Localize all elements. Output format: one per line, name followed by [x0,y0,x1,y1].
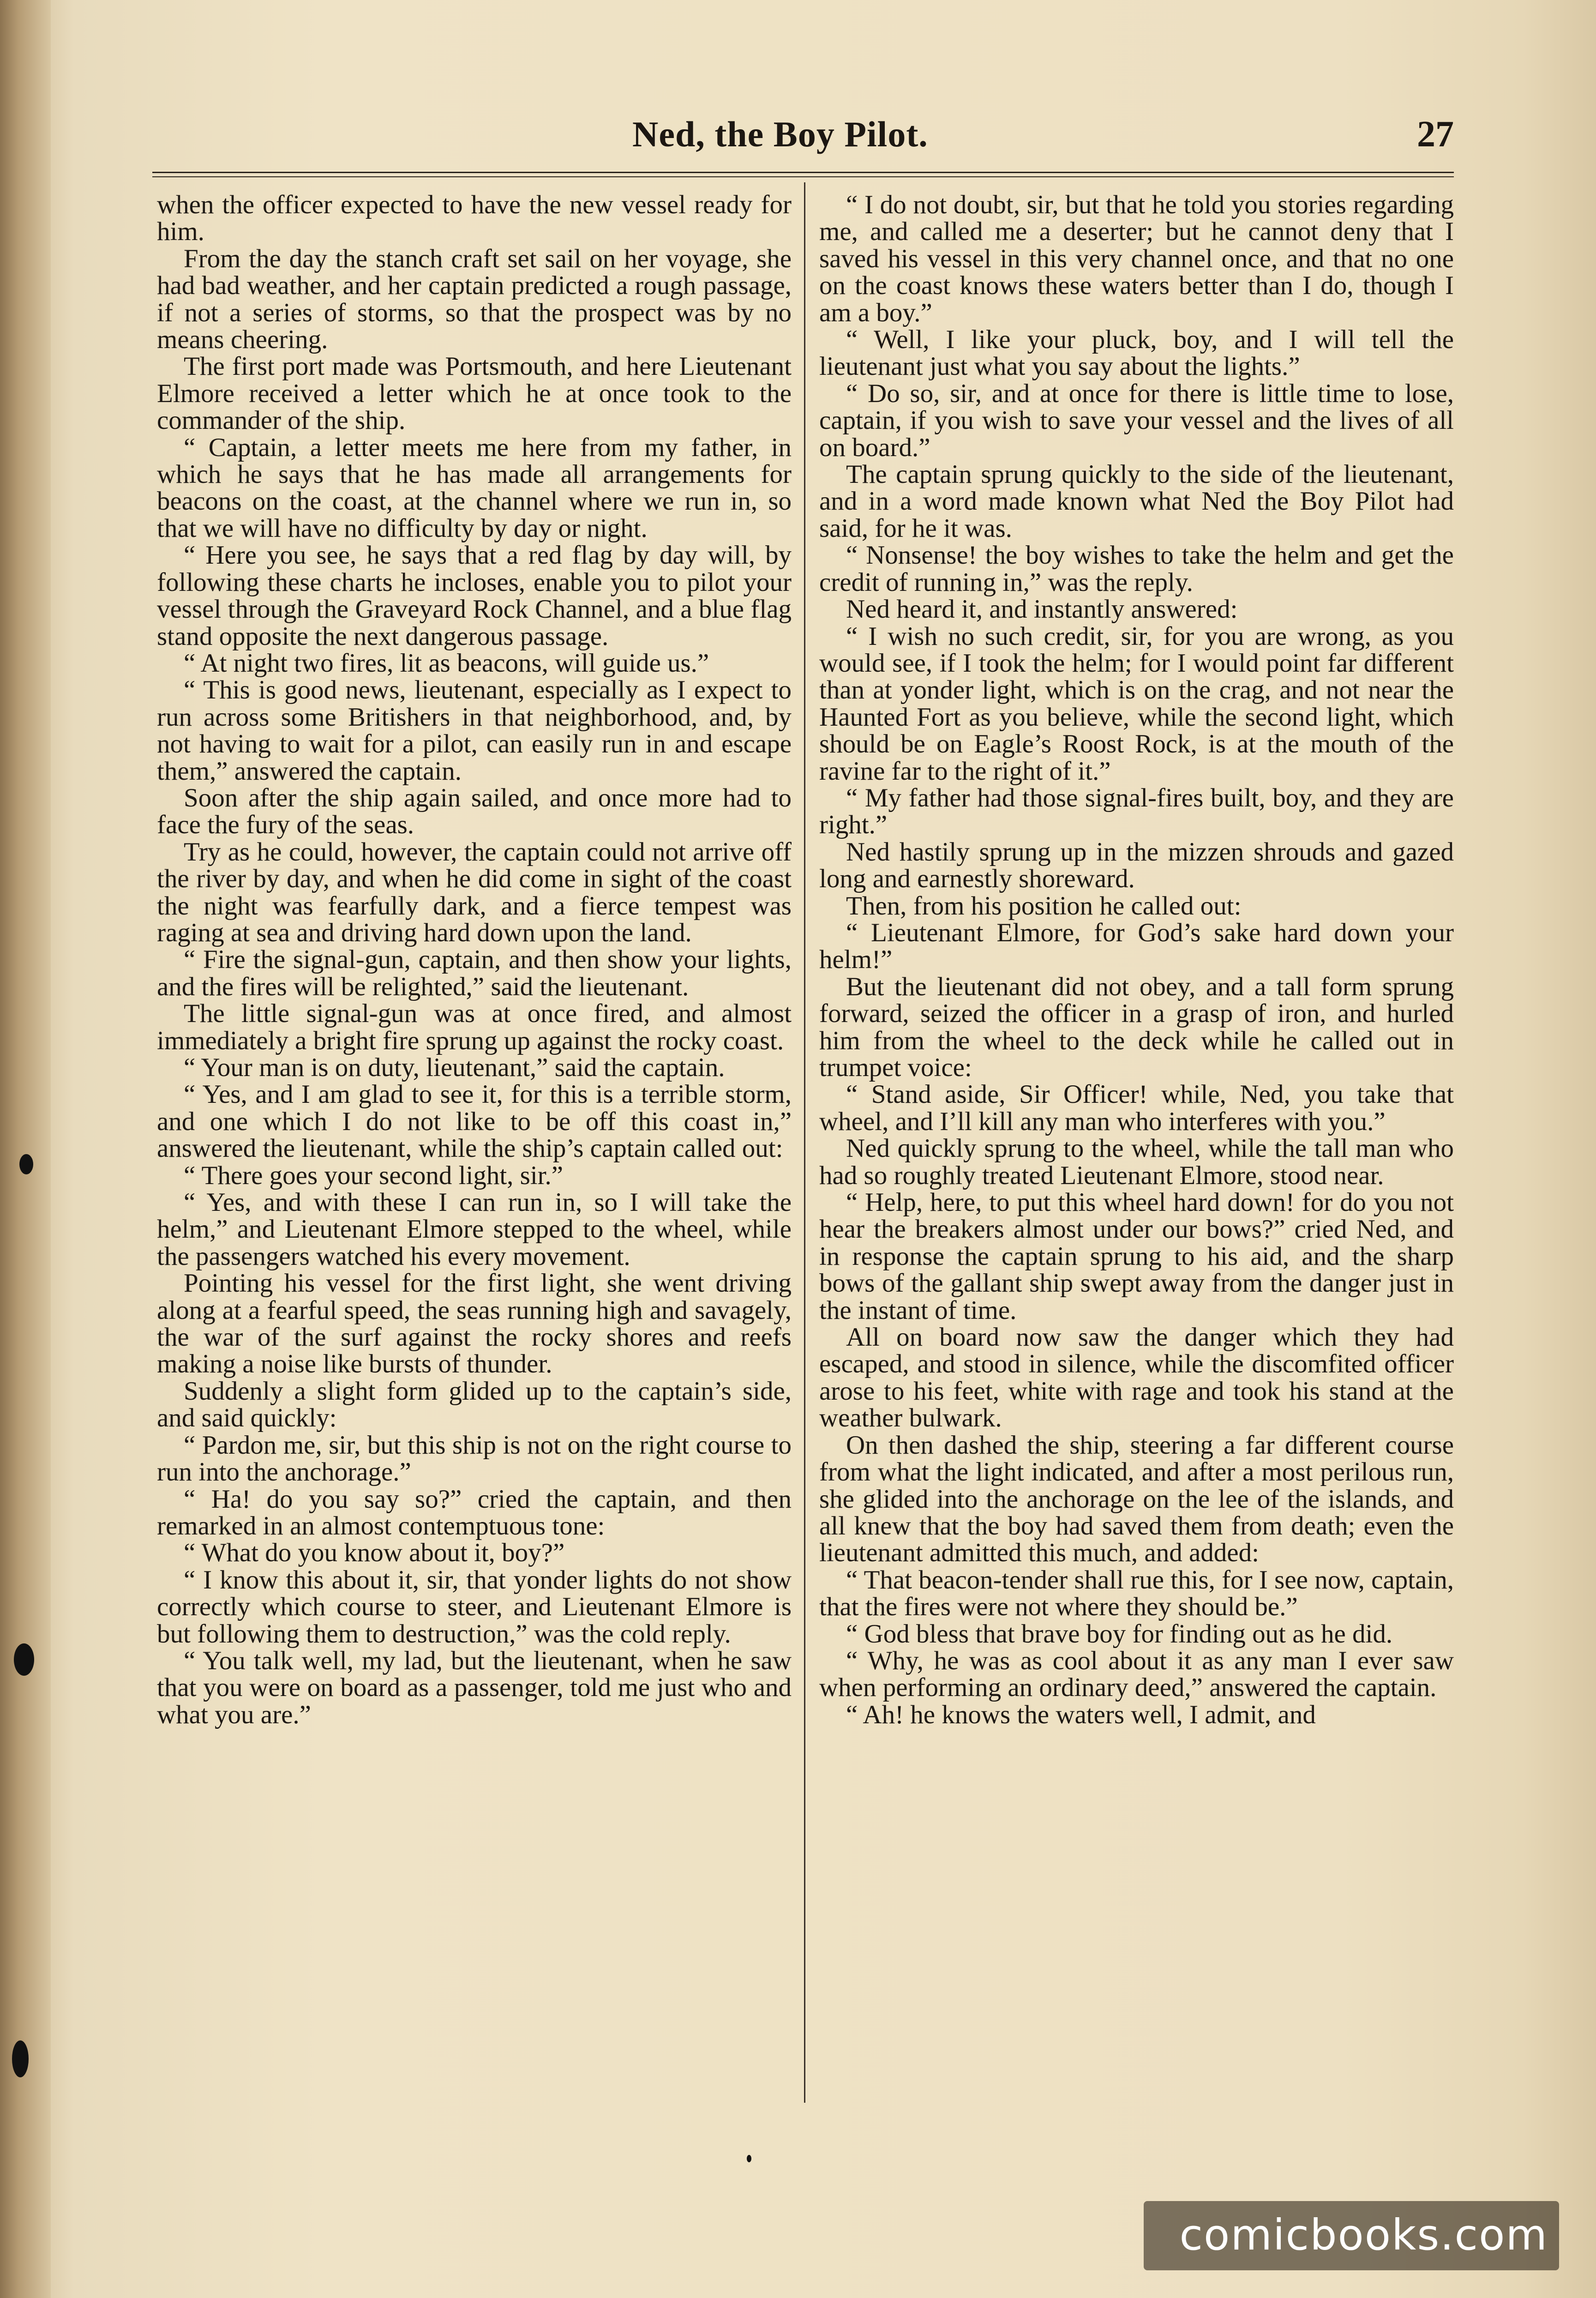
paragraph: “ That beacon-tender shall rue this, for I see now, captain, that the fires were not where they should be.” [819,1565,1454,1622]
paragraph: “ What do you know about it, boy?” [184,1538,565,1568]
paragraph: “ Why, he was as cool about it as any man I ever saw when performing an ordinary deed,” answered the captain. [819,1646,1454,1702]
paragraph: “ I do not doubt, sir, but that he told you stories regarding me, and called me a deserter; but he cannot deny that I saved his vessel in this very channel once, and that no one on the coast knows these waters better than I do, though I am a boy.” [819,192,1454,327]
paragraph: “ Captain, a letter meets me here from my father, in which he says that he has made all arrangements for beacons on the coast, at the channel where we run in, so that we will have no difficulty by day or night. [157,433,792,543]
paragraph: “ God bless that brave boy for finding out as he did. [846,1619,1393,1648]
paragraph: “ Pardon me, sir, but this ship is not on the right course to run into the anchorage.” [157,1430,792,1487]
watermark-banner [1144,2201,1559,2270]
column-divider [804,182,805,2103]
ink-speck [19,1154,33,1174]
paragraph: The captain sprung quickly to the side of the lieutenant, and in a word made known what Ned the Boy Pilot had said, for he it was. [819,460,1454,543]
paragraph: “ Nonsense! the boy wishes to take the helm and get the credit of running in,” was the reply. [819,541,1454,597]
paragraph: From the day the stanch craft set sail on her voyage, she had bad weather, and her captain predicted a rough passage, if not a series of storms, so that the prospect was by no means cheering. [157,244,792,355]
paragraph: “ At night two fires, lit as beacons, will guide us.” [184,648,709,678]
paragraph: “ You talk well, my lad, but the lieutenant, when he saw that you were on board as a passenger, told me just who and what you are.” [157,1646,792,1729]
paragraph: On then dashed the ship, steering a far different course from what the light indicated, and after a most perilous run, she glided into the anchorage on the lee of the islands, and all knew that the boy had saved them from death; even the lieutenant admitted this much, and added: [819,1430,1454,1568]
paragraph: “ Yes, and I am glad to see it, for this is a terrible storm, and one which I do not like to be off this coast in,” answered the lieutenant, while the ship’s captain called out: [157,1080,792,1163]
page-number: 27 [1417,114,1454,155]
paragraph: Pointing his vessel for the first light, she went driving along at a fearful speed, the seas running high and savagely, the war of the surf against the rocky shores and reefs making a noise like bursts of thunder. [157,1269,792,1379]
paragraph: All on board now saw the danger which they had escaped, and stood in silence, while the discomfited officer arose to his feet, white with rage and took his stand at the weather bulwark. [819,1323,1454,1433]
paragraph: Ned quickly sprung to the wheel, while the tall man who had so roughly treated Lieutenant Elmore, stood near. [819,1134,1454,1190]
watermark-text: comicbooks.com [1179,2210,1548,2260]
ink-speck [14,1643,34,1676]
paragraph: Suddenly a slight form glided up to the captain’s side, and said quickly: [157,1376,792,1433]
paragraph: “ Do so, sir, and at once for there is little time to lose, captain, if you wish to save your vessel and the lives of all on board.” [819,379,1454,462]
paragraph: “ I know this about it, sir, that yonder lights do not show correctly which course to steer, and Lieutenant Elmore is but following them to destruction,” was the cold reply. [157,1565,792,1648]
paragraph: Try as he could, however, the captain could not arrive off the river by day, and when he did come in sight of the coast the night was fearfully dark, and a fierce tempest was raging at sea and driving hard down upon the land. [157,837,792,947]
paragraph: “ Your man is on duty, lieutenant,” said the captain. [184,1053,725,1082]
page-header [152,111,1454,166]
paragraph: The first port made was Portsmouth, and here Lieutenant Elmore received a letter which he at once took to the commander of the ship. [157,352,792,435]
ink-speck [12,2040,29,2077]
left-column [157,192,792,2093]
ink-speck [747,2155,751,2162]
paragraph: “ My father had those signal-fires built, boy, and they are right.” [819,783,1454,840]
right-column [819,192,1454,2093]
paragraph: Soon after the ship again sailed, and once more had to face the fury of the seas. [157,783,792,840]
header-rule [152,172,1454,177]
paragraph: “ Ah! he knows the waters well, I admit, and [846,1700,1316,1729]
paragraph: “ Ha! do you say so?” cried the captain, and then remarked in an almost contemptuous tone: [157,1484,792,1540]
paragraph: when the officer expected to have the new vessel ready for him. [157,192,792,247]
paragraph: Then, from his position he called out: [846,891,1242,920]
paragraph: “ There goes your second light, sir.” [184,1161,564,1190]
page-binding-edge [0,0,51,2298]
paragraph: “ I wish no such credit, sir, for you are wrong, as you would see, if I took the helm; for I would point far different than at yonder light, which is on the crag, and not near the Haunted Fort as you believe, while the second light, which should be on Eagle’s Roost Rock, is at the mouth of the ravine far to the right of it.” [819,621,1454,786]
paragraph: The little signal-gun was at once fired, and almost immediately a bright fire sprung up against the rocky coast. [157,999,792,1055]
paragraph: “ Stand aside, Sir Officer! while, Ned, you take that wheel, and I’ll kill any man who interferes with you.” [819,1080,1454,1136]
paragraph: “ Yes, and with these I can run in, so I will take the helm,” and Lieutenant Elmore stepped to the wheel, while the passengers watched his every movement. [157,1188,792,1271]
paragraph: “ Fire the signal-gun, captain, and then show your lights, and the fires will be relighted,” said the lieutenant. [157,945,792,1001]
running-title: Ned, the Boy Pilot. [632,114,928,154]
paragraph: But the lieutenant did not obey, and a tall form sprung forward, seized the officer in a grasp of iron, and hurled him from the wheel to the deck while he called out in trumpet voice: [819,972,1454,1082]
paragraph: “ Lieutenant Elmore, for God’s sake hard down your helm!” [819,918,1454,975]
paragraph: “ Well, I like your pluck, boy, and I will tell the lieutenant just what you say about the lights.” [819,325,1454,381]
paragraph: Ned heard it, and instantly answered: [846,595,1238,624]
paragraph: “ Here you see, he says that a red flag by day will, by following these charts he incloses, enable you to pilot your vessel through the Graveyard Rock Channel, and a blue flag stand opposite the next dangerous passage. [157,541,792,651]
paragraph: “ Help, here, to put this wheel hard down! for do you not hear the breakers almost under our bows?” cried Ned, and in response the captain sprung to his aid, and the sharp bows of the gallant ship swept away from the danger just in the instant of time. [819,1188,1454,1325]
paragraph: “ This is good news, lieutenant, especially as I expect to run across some Britishers in that neighborhood, and, by not having to wait for a pilot, can easily run in and escape them,” answered the captain. [157,675,792,786]
paragraph: Ned hastily sprung up in the mizzen shrouds and gazed long and earnestly shoreward. [819,837,1454,894]
